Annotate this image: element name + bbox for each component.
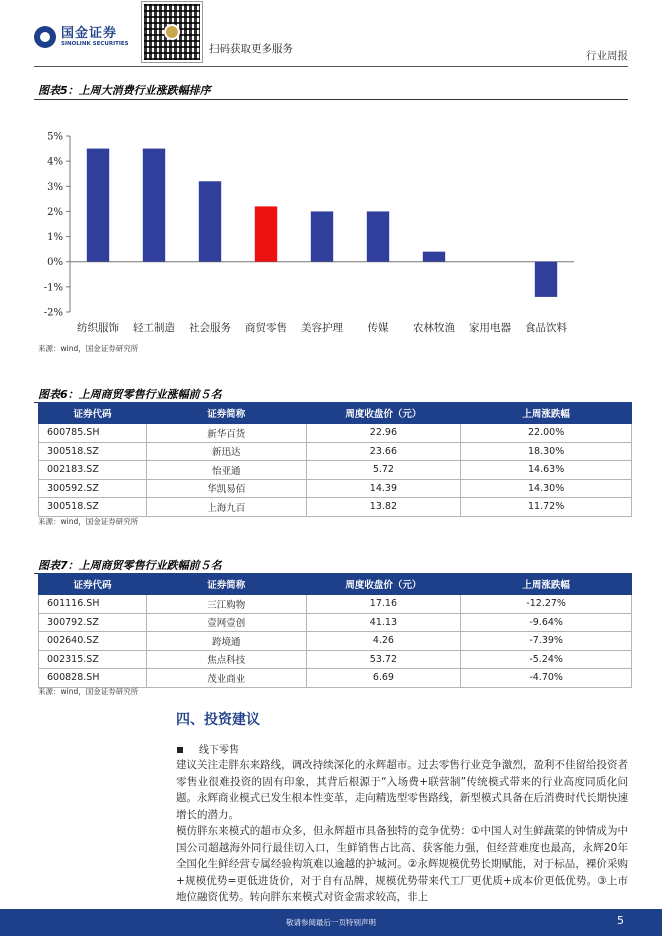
x-tick-label: 商贸零售 xyxy=(245,322,287,334)
table-cell: 壹网壹创 xyxy=(146,613,306,632)
table-cell: 11.72% xyxy=(461,498,632,517)
table-row xyxy=(39,595,632,614)
table-cell: -5.24% xyxy=(461,650,632,669)
brand-name-en: SINOLINK SECURITIES xyxy=(61,40,129,47)
table-row xyxy=(39,498,632,517)
x-tick-label: 社会服务 xyxy=(189,322,231,334)
bar-9 xyxy=(535,262,557,297)
table-cell: 华凯易佰 xyxy=(146,479,306,498)
table-cell: 跨境通 xyxy=(146,632,306,651)
bar-6 xyxy=(367,211,389,261)
figure5-rule xyxy=(34,99,628,100)
table-cell: 4.26 xyxy=(306,632,461,651)
y-tick-label: 5% xyxy=(47,131,63,143)
table-cell: 14.63% xyxy=(461,461,632,480)
table-cell: 23.66 xyxy=(306,442,461,461)
square-bullet-icon xyxy=(177,747,183,753)
column-header: 周度收盘价（元） xyxy=(306,574,461,595)
bar-4 xyxy=(255,206,277,261)
column-header: 证券简称 xyxy=(146,403,306,424)
brand-name-cn: 国金证券 xyxy=(61,25,118,41)
table-cell: 焦点科技 xyxy=(146,650,306,669)
table-cell: 14.30% xyxy=(461,479,632,498)
document-type: 行业周报 xyxy=(586,50,628,62)
x-tick-label: 美容护理 xyxy=(301,322,343,334)
table-cell: -4.70% xyxy=(461,669,632,688)
column-header: 上周涨跌幅 xyxy=(461,403,632,424)
x-tick-label: 家用电器 xyxy=(469,322,511,334)
bar-1 xyxy=(87,149,109,262)
y-tick-label: 0% xyxy=(47,257,63,269)
figure5-title: 图表5：上周大消费行业涨跌幅排序 xyxy=(38,84,211,97)
table-cell: 18.30% xyxy=(461,442,632,461)
top-gainers-table xyxy=(38,402,632,517)
x-tick-label: 轻工制造 xyxy=(133,322,175,334)
qr-caption: 扫码获取更多服务 xyxy=(209,43,293,55)
table-cell: 6.69 xyxy=(306,669,461,688)
y-tick-label: 3% xyxy=(47,181,63,193)
table-cell: 002640.SZ xyxy=(39,632,147,651)
x-tick-label: 农林牧渔 xyxy=(413,322,455,334)
table-cell: -9.64% xyxy=(461,613,632,632)
bullet-label: 线下零售 xyxy=(199,745,239,756)
x-tick-label: 食品饮料 xyxy=(525,322,567,334)
bullet-item xyxy=(177,741,239,756)
table-cell: -12.27% xyxy=(461,595,632,614)
table-cell: 600785.SH xyxy=(39,424,147,443)
column-header: 证券代码 xyxy=(39,403,147,424)
x-tick-label: 纺织服饰 xyxy=(77,322,119,334)
table-cell: 怡亚通 xyxy=(146,461,306,480)
footer-disclaimer: 敬请参阅最后一页特别声明 xyxy=(286,918,376,927)
table-row xyxy=(39,650,632,669)
table-cell: 新迅达 xyxy=(146,442,306,461)
table-cell: 新华百货 xyxy=(146,424,306,443)
column-header: 上周涨跌幅 xyxy=(461,574,632,595)
column-header: 证券代码 xyxy=(39,574,147,595)
bar-5 xyxy=(311,211,333,261)
table-cell: 002315.SZ xyxy=(39,650,147,669)
table-cell: 5.72 xyxy=(306,461,461,480)
paragraph-2: 模仿胖东来模式的超市众多，但永辉超市具备独特的竞争优势：①中国人对生鲜蔬菜的钟情成为中国公司超越海外同行最佳切入口，生鲜销售占比高、获客能力强，但经营难度也最高，永辉20年全国化生鲜经营专属经验构筑难以逾越的护城河。②永辉规模优势长期赋能，对于标品，裸价采购+规模优势=更低进货价，对于自有品牌，规模优势带来代工厂更优质+成本价更低优势。③上市地位融资优势。转向胖东来模式对资金需求较高，非上 xyxy=(176,825,628,903)
table-cell: 17.16 xyxy=(306,595,461,614)
brand-logo xyxy=(34,26,129,48)
page-footer xyxy=(0,909,662,936)
table-row xyxy=(39,613,632,632)
bar-3 xyxy=(199,181,221,261)
table-cell: 300592.SZ xyxy=(39,479,147,498)
figure7-title: 图表7：上周商贸零售行业跌幅前５名 xyxy=(38,559,222,572)
table-cell: 601116.SH xyxy=(39,595,147,614)
table-row xyxy=(39,442,632,461)
table-row xyxy=(39,461,632,480)
table-cell: 300792.SZ xyxy=(39,613,147,632)
bar-7 xyxy=(423,252,445,262)
column-header: 周度收盘价（元） xyxy=(306,403,461,424)
table-row xyxy=(39,669,632,688)
y-tick-label: -1% xyxy=(43,282,63,294)
table-cell: 上海九百 xyxy=(146,498,306,517)
industry-return-chart xyxy=(34,104,628,340)
y-tick-label: 2% xyxy=(47,206,63,218)
table-cell: 53.72 xyxy=(306,650,461,669)
table-cell: -7.39% xyxy=(461,632,632,651)
table-row xyxy=(39,632,632,651)
x-tick-label: 传媒 xyxy=(367,322,389,334)
figure5-source: 来源：wind，国金证券研究所 xyxy=(38,344,139,353)
table-cell: 茂业商业 xyxy=(146,669,306,688)
page-number: 5 xyxy=(617,914,624,927)
table-cell: 300518.SZ xyxy=(39,442,147,461)
figure7-source: 来源：wind，国金证券研究所 xyxy=(38,687,139,696)
table-cell: 600828.SH xyxy=(39,669,147,688)
top-losers-table xyxy=(38,573,632,688)
y-tick-label: 1% xyxy=(47,232,63,244)
table-cell: 22.96 xyxy=(306,424,461,443)
table-cell: 300518.SZ xyxy=(39,498,147,517)
page-header xyxy=(0,0,662,70)
column-header: 证券简称 xyxy=(146,574,306,595)
figure6-source: 来源：wind，国金证券研究所 xyxy=(38,517,139,526)
bar-2 xyxy=(143,149,165,262)
table-cell: 22.00% xyxy=(461,424,632,443)
table-row xyxy=(39,424,632,443)
table-cell: 41.13 xyxy=(306,613,461,632)
table-cell: 三江购物 xyxy=(146,595,306,614)
qr-badge-icon xyxy=(164,24,180,40)
logo-icon xyxy=(34,26,56,48)
table-row xyxy=(39,479,632,498)
figure6-title: 图表6：上周商贸零售行业涨幅前５名 xyxy=(38,388,222,401)
section-heading: 四、投资建议 xyxy=(176,712,260,728)
table-cell: 13.82 xyxy=(306,498,461,517)
y-tick-label: 4% xyxy=(47,156,63,168)
paragraph-1: 建议关注走胖东来路线，调改持续深化的永辉超市。过去零售行业竞争激烈，盈利不佳留给投资者零售业很难投资的固有印象，其背后根源于“入场费+联营制”传统模式带来的行业高度同质化问题。永辉商业模式已发生根本性变革，走向精选型零售路线，新型模式具备在后消费时代长期快速增长的潜力。 xyxy=(176,759,628,821)
y-tick-label: -2% xyxy=(43,307,63,319)
table-cell: 14.39 xyxy=(306,479,461,498)
header-divider xyxy=(34,66,628,67)
table-cell: 002183.SZ xyxy=(39,461,147,480)
